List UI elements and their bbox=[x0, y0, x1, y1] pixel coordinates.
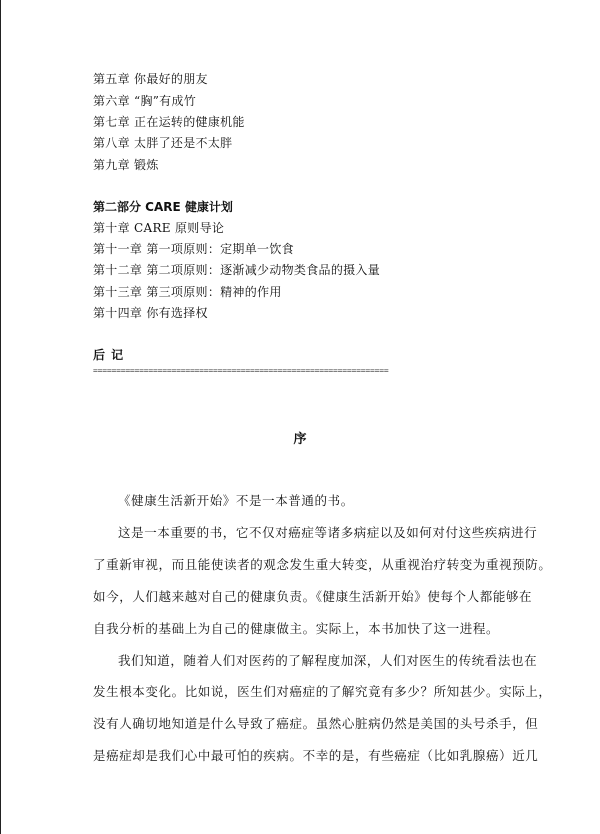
toc-entry-chapter-9[interactable]: 第九章 锻炼 bbox=[93, 158, 159, 172]
preface-paragraph-line: 自我分析的基础上为自己的健康做主。实际上，本书加快了这一进程。 bbox=[93, 621, 500, 636]
preface-paragraph-line: 这是一本重要的书，它不仅对癌症等诸多病症以及如何对付这些疾病进行 bbox=[118, 525, 538, 540]
toc-entry-chapter-10[interactable]: 第十章 CARE 原则导论 bbox=[93, 221, 225, 235]
afterword-heading[interactable]: 后 记 bbox=[93, 348, 125, 362]
toc-entry-chapter-12[interactable]: 第十二章 第二项原则：逐渐减少动物类食品的摄入量 bbox=[93, 263, 381, 277]
preface-paragraph-line: 发生根本变化。比如说，医生们对癌症的了解究竟有多少？所知甚少。实际上， bbox=[93, 684, 552, 699]
toc-entry-chapter-7[interactable]: 第七章 正在运转的健康机能 bbox=[93, 115, 245, 129]
section-separator: ================================================================ bbox=[93, 366, 389, 375]
preface-paragraph-line: 没有人确切地知道是什么导致了癌症。虽然心脏病仍然是美国的头号杀手，但 bbox=[93, 716, 539, 731]
preface-title: 序 bbox=[293, 432, 307, 447]
preface-paragraph-line: 我们知道，随着人们对医药的了解程度加深，人们对医生的传统看法也在 bbox=[118, 653, 538, 668]
preface-paragraph-line: 是癌症却是我们心中最可怕的疾病。不幸的是，有些癌症（比如乳腺癌）近几 bbox=[93, 748, 539, 763]
page-left-border bbox=[0, 0, 1, 834]
preface-paragraph-line: 如今，人们越来越对自己的健康负责。《健康生活新开始》使每个人都能够在 bbox=[93, 589, 533, 604]
toc-entry-chapter-13[interactable]: 第十三章 第三项原则：精神的作用 bbox=[93, 285, 282, 299]
toc-entry-chapter-6[interactable]: 第六章 “胸”有成竹 bbox=[93, 94, 197, 108]
toc-entry-chapter-14[interactable]: 第十四章 你有选择权 bbox=[93, 306, 208, 320]
preface-paragraph-line: 《健康生活新开始》不是一本普通的书。 bbox=[118, 493, 354, 508]
toc-entry-chapter-11[interactable]: 第十一章 第一项原则：定期单一饮食 bbox=[93, 242, 294, 256]
preface-paragraph-line: 了重新审视，而且能使读者的观念发生重大转变，从重视治疗转变为重视预防。 bbox=[93, 557, 552, 572]
toc-entry-chapter-5[interactable]: 第五章 你最好的朋友 bbox=[93, 72, 208, 86]
toc-entry-chapter-8[interactable]: 第八章 太胖了还是不太胖 bbox=[93, 136, 233, 150]
part-2-heading[interactable]: 第二部分 CARE 健康计划 bbox=[93, 200, 233, 214]
